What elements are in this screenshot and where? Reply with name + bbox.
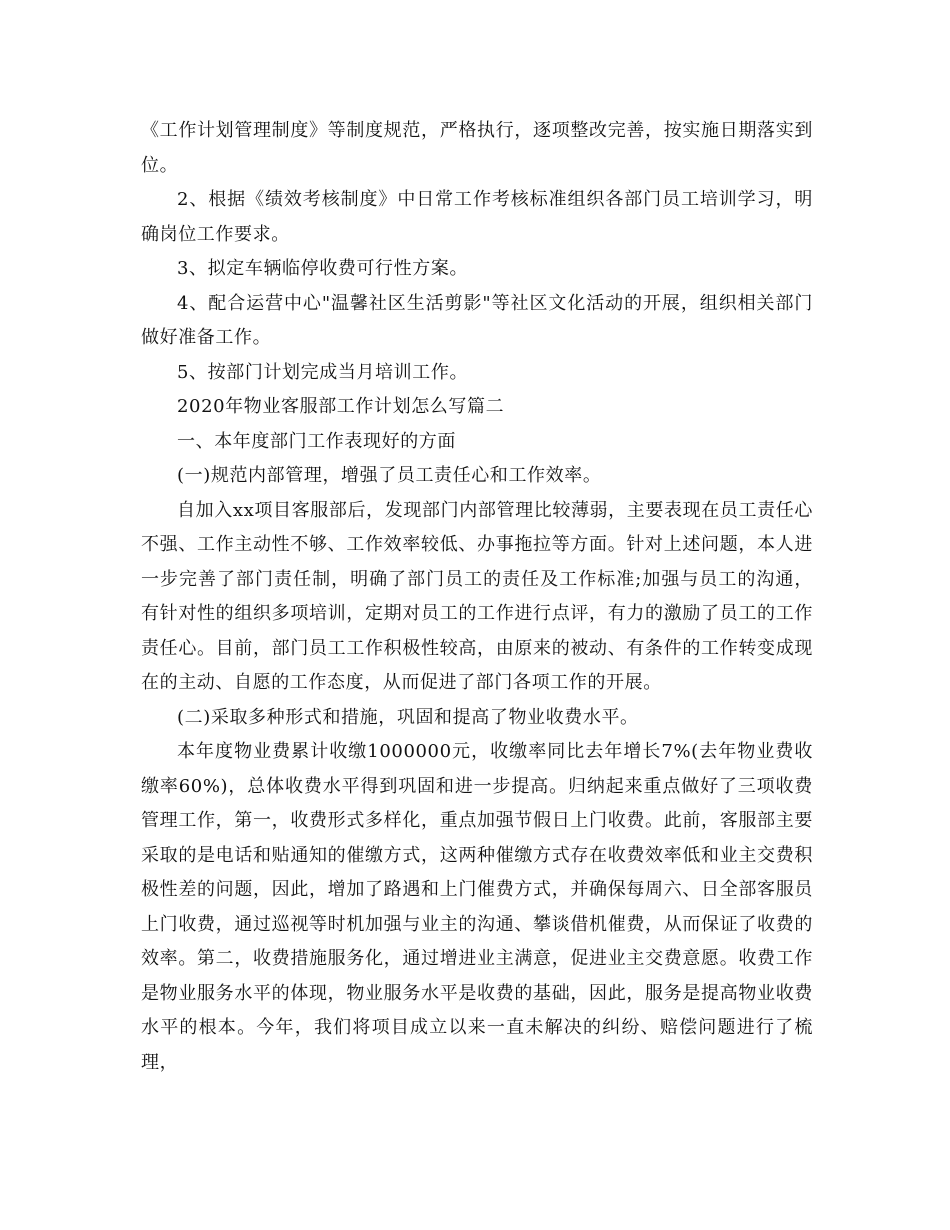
paragraph-body-2: 本年度物业费累计收缴1000000元，收缴率同比去年增长7%(去年物业费收缴率60%)，总体收费水平得到巩固和进一步提高。归纳起来重点做好了三项收费管理工作，第一，收费形式多样化，重点加强节假日上门收费。此前，客服部主要采取的是电话和贴通知的催缴方式，这两种催缴方式存在收费效率低和业主交费积极性差的问题，因此，增加了路遇和上门催费方式，并确保每周六、日全部客服员上门收费，通过巡视等时机加强与业主的沟通、攀谈借机催费，从而保证了收费的效率。第二，收费措施服务化，通过增进业主满意，促进业主交费意愿。收费工作是物业服务水平的体现，物业服务水平是收费的基础，因此，服务是提高物业收费水平的根本。今年，我们将项目成立以来一直未解决的纠纷、赔偿问题进行了梳理， (141, 741, 813, 1073)
subheading-1: (一)规范内部管理，增强了员工责任心和工作效率。 (177, 465, 602, 486)
heading-level-1: 一、本年度部门工作表现好的方面 (177, 430, 456, 452)
paragraph-body-1: 自加入xx项目客服部后，发现部门内部管理比较薄弱，主要表现在员工责任心不强、工作主动性不够、工作效率较低、办事拖拉等方面。针对上述问题，本人进一步完善了部门责任制，明确了部门员工的责任及工作标准;加强与员工的沟通，有针对性的组织多项培训，定期对员工的工作进行点评，有力的激励了员工的工作责任心。目前，部门员工工作积极性较高，由原来的被动、有条件的工作转变成现在的主动、自愿的工作态度，从而促进了部门各项工作的开展。 (141, 499, 813, 693)
document-body (141, 114, 813, 1080)
paragraph-3: 3、拟定车辆临停收费可行性方案。 (177, 258, 469, 279)
paragraph-4: 4、配合运营中心"温馨社区生活剪影"等社区文化活动的开展，组织相关部门做好准备工作。 (141, 292, 813, 348)
paragraph-2: 2、根据《绩效考核制度》中日常工作考核标准组织各部门员工培训学习，明确岗位工作要求。 (141, 189, 813, 245)
subheading-2: (二)采取多种形式和措施，巩固和提高了物业收费水平。 (177, 706, 639, 728)
paragraph-5: 5、按部门计划完成当月培训工作。 (177, 361, 469, 383)
section-title: 2020年物业客服部工作计划怎么写篇二 (177, 396, 505, 417)
paragraph-1: 《工作计划管理制度》等制度规范，严格执行，逐项整改完善，按实施日期落实到位。 (141, 120, 813, 176)
